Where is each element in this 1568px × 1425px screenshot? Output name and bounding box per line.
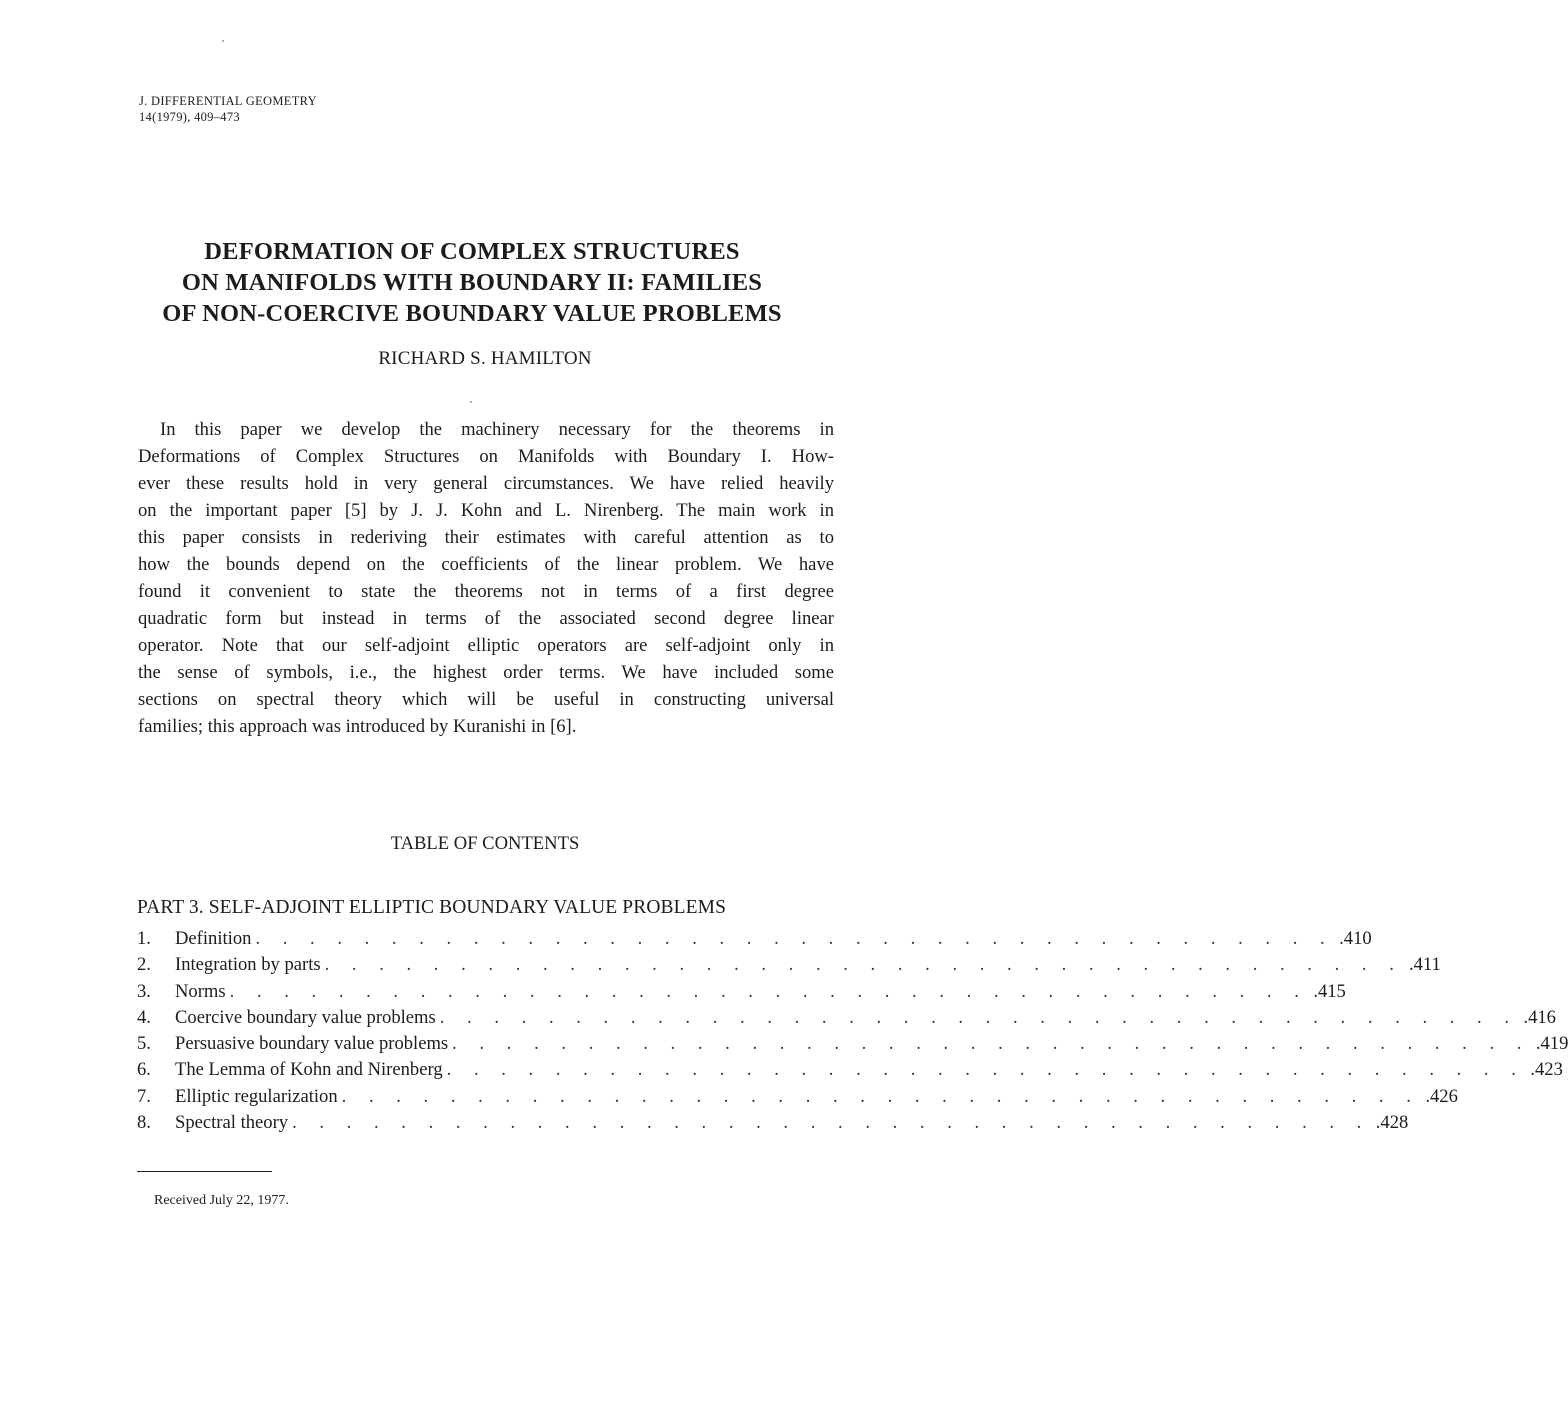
abstract-line: families; this approach was introduced by Kuranishi in [6]. <box>138 716 577 737</box>
toc-entry <box>137 1005 1556 1031</box>
toc-entry-title: Norms <box>175 980 226 1002</box>
toc-entry-number: 6. <box>137 1059 151 1081</box>
table-of-contents <box>137 926 1568 1136</box>
toc-entry-title: Integration by parts <box>175 954 321 976</box>
toc-entry-title: Elliptic regularization <box>175 1085 338 1107</box>
toc-heading: TABLE OF CONTENTS <box>390 833 580 854</box>
title-line: OF NON-COERCIVE BOUNDARY VALUE PROBLEMS <box>162 300 782 327</box>
toc-entry-page: .410 <box>1339 928 1372 949</box>
abstract-line: ever these results hold in very general circumstances. We have relied heavily <box>138 473 834 494</box>
toc-entry <box>137 1031 1568 1057</box>
toc-dot-leader: . . . . . . . . . . . . . . . . . . . . . . . . . . . . . . . . . . . . . . . . <box>292 1112 1371 1134</box>
toc-entry-page: .416 <box>1523 1006 1556 1028</box>
journal-name: J. DIFFERENTIAL GEOMETRY <box>139 94 317 108</box>
toc-entry-page: .411 <box>1408 954 1441 976</box>
abstract-line: how the bounds depend on the coefficients of the linear problem. We have <box>138 554 834 575</box>
toc-entry-title: Persuasive boundary value problems <box>175 1033 449 1055</box>
paper-title <box>0 236 944 329</box>
toc-entry-number: 4. <box>137 1006 151 1028</box>
journal-header <box>139 93 317 125</box>
toc-entry <box>137 1057 1563 1083</box>
toc-entry-page: .423 <box>1530 1059 1563 1081</box>
title-line: ON MANIFOLDS WITH BOUNDARY II: FAMILIES <box>181 269 763 296</box>
toc-dot-leader: . . . . . . . . . . . . . . . . . . . . . . . . . . . . . . . . . . . . . . . . <box>341 1085 1420 1107</box>
abstract-line: the sense of symbols, i.e., the highest order terms. We have included some <box>138 662 834 683</box>
toc-entry-title: The Lemma of Kohn and Nirenberg <box>175 1059 443 1081</box>
toc-entry-page: .419 <box>1535 1033 1568 1055</box>
toc-entry-number: 5. <box>137 1033 151 1055</box>
abstract-line: this paper consists in rederiving their estimates with careful attention as to <box>138 527 834 548</box>
abstract-line: found it convenient to state the theorems not in terms of a first degree <box>138 581 834 602</box>
toc-entry-page: .415 <box>1313 980 1346 1002</box>
footnote-rule <box>137 1171 272 1172</box>
toc-entry-title: Definition <box>175 928 252 949</box>
abstract-line: sections on spectral theory which will be useful in constructing universal <box>138 689 834 710</box>
toc-entry <box>137 926 1372 952</box>
toc-part-heading: PART 3. SELF-ADJOINT ELLIPTIC BOUNDARY VALUE PROBLEMS <box>137 897 727 918</box>
toc-entry-number: 3. <box>137 980 151 1002</box>
toc-entry <box>137 952 1441 978</box>
abstract-line: Deformations of Complex Structures on Manifolds with Boundary I. How- <box>138 446 834 467</box>
toc-entry-number: 1. <box>137 928 151 949</box>
toc-entry <box>137 979 1346 1005</box>
toc-entry-number: 7. <box>137 1085 151 1107</box>
toc-entry-page: .426 <box>1425 1085 1458 1107</box>
toc-dot-leader: . . . . . . . . . . . . . . . . . . . . . . . . . . . . . . . . . . . . . . . . <box>439 1006 1518 1028</box>
toc-dot-leader: . . . . . . . . . . . . . . . . . . . . . . . . . . . . . . . . . . . . . . . . <box>446 1059 1525 1081</box>
toc-entry <box>137 1110 1409 1136</box>
toc-entry <box>137 1084 1458 1110</box>
toc-dot-leader: . . . . . . . . . . . . . . . . . . . . . . . . . . . . . . . . . . . . . . . . <box>229 980 1308 1002</box>
abstract-line: quadratic form but instead in terms of the associated second degree linear <box>138 608 834 629</box>
title-line: DEFORMATION OF COMPLEX STRUCTURES <box>204 238 740 265</box>
received-date-footnote: Received July 22, 1977. <box>154 1193 289 1208</box>
abstract-line: on the important paper [5] by J. J. Kohn and L. Nirenberg. The main work in <box>138 500 834 521</box>
author-name: RICHARD S. HAMILTON <box>378 348 592 369</box>
abstract-paragraph <box>138 416 834 740</box>
journal-citation: 14(1979), 409–473 <box>139 110 240 124</box>
scan-speck <box>470 401 472 403</box>
scan-speck <box>222 40 224 42</box>
toc-dot-leader: . . . . . . . . . . . . . . . . . . . . . . . . . . . . . . . . . . . . . . . . <box>255 928 1334 949</box>
abstract-line: In this paper we develop the machinery necessary for the theorems in <box>160 419 834 440</box>
toc-dot-leader: . . . . . . . . . . . . . . . . . . . . . . . . . . . . . . . . . . . . . . . . <box>324 954 1403 976</box>
abstract-line: operator. Note that our self-adjoint elliptic operators are self-adjoint only in <box>138 635 834 656</box>
toc-entry-number: 2. <box>137 954 151 976</box>
toc-entry-number: 8. <box>137 1112 151 1134</box>
toc-dot-leader: . . . . . . . . . . . . . . . . . . . . . . . . . . . . . . . . . . . . . . . . <box>452 1033 1531 1055</box>
toc-entry-title: Coercive boundary value problems <box>175 1006 436 1028</box>
toc-entry-title: Spectral theory <box>175 1112 289 1134</box>
toc-entry-page: .428 <box>1375 1112 1409 1134</box>
